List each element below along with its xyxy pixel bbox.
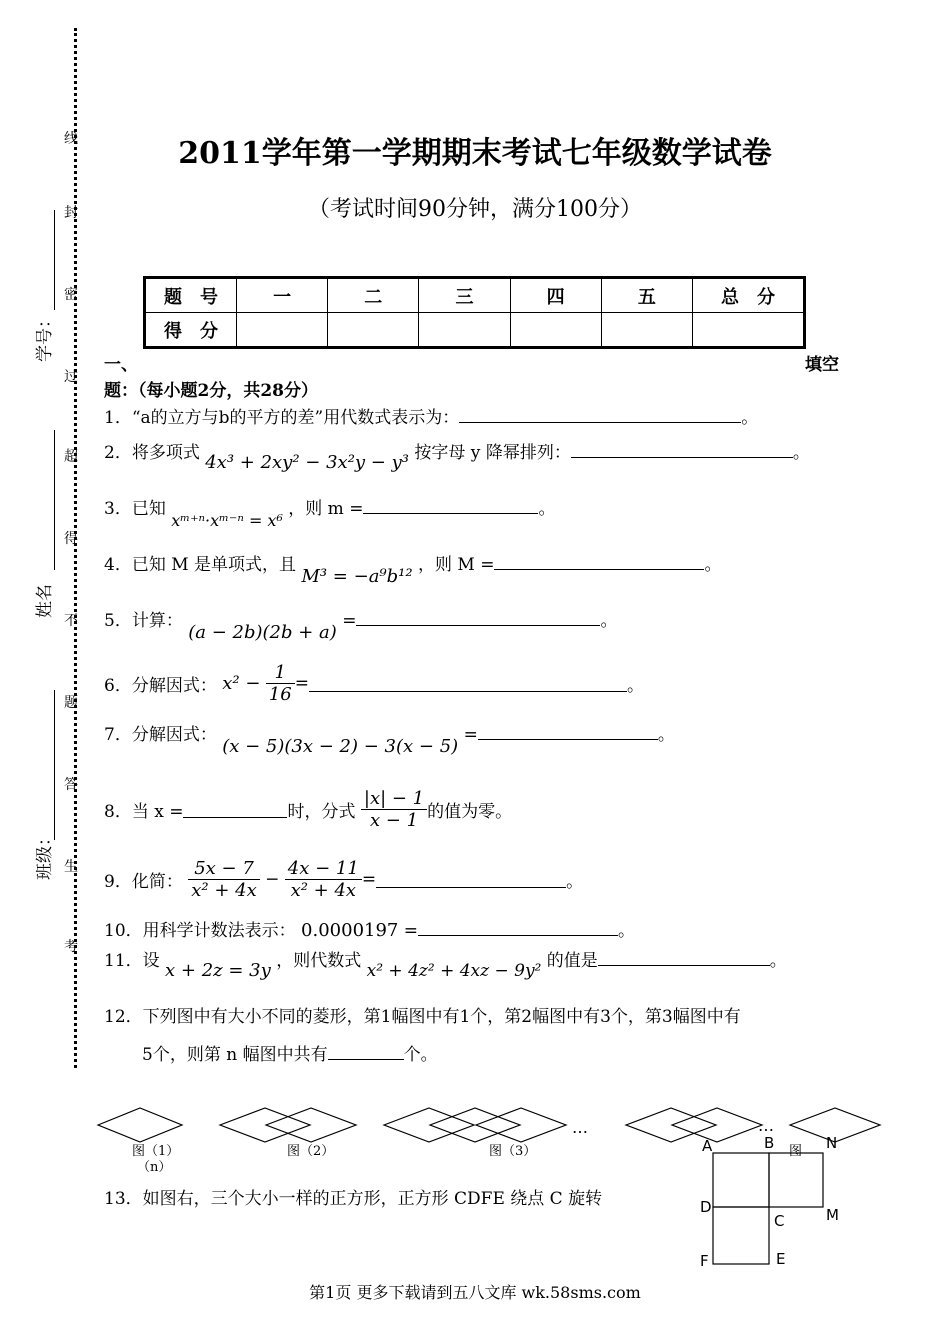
page-title: 2011学年第一学期期末考试七年级数学试卷 <box>178 136 772 171</box>
q11-condition: x + 2z = 3y <box>165 960 271 981</box>
score-cell <box>510 313 601 348</box>
squares-figure <box>710 1150 830 1270</box>
score-table-col: 二 <box>328 278 419 313</box>
answer-blank[interactable] <box>363 497 538 514</box>
q2-expression: 4x³ + 2xy² − 3x²y − y³ <box>205 452 409 473</box>
margin-char: 答 <box>64 777 78 793</box>
q10-expression: 0.0000197 <box>301 920 399 941</box>
answer-blank[interactable] <box>183 801 287 818</box>
rhombus-fig1 <box>98 1108 182 1142</box>
point-label: E <box>776 1250 786 1268</box>
answer-blank[interactable] <box>376 871 566 888</box>
q7-expression: (x − 5)(3x − 2) − 3(x − 5) <box>222 736 459 757</box>
class-line <box>54 690 55 840</box>
score-cell <box>693 313 805 348</box>
point-label: B <box>764 1134 775 1152</box>
ellipsis: … <box>758 1116 774 1135</box>
answer-blank[interactable] <box>356 609 600 626</box>
answer-blank[interactable] <box>494 553 704 570</box>
margin-char: 超 <box>64 449 78 465</box>
answer-blank[interactable] <box>328 1043 404 1060</box>
answer-blank[interactable] <box>459 406 741 423</box>
margin-char: 考 <box>64 939 78 955</box>
q6-fraction: $\frac{1}{16}$ <box>266 662 295 705</box>
name-line <box>54 430 55 570</box>
square-top-right <box>769 1153 823 1207</box>
question-7: 7．分解因式： (x − 5)(3x − 2) − 3(x − 5) = 。 <box>104 725 675 757</box>
score-table-col: 五 <box>601 278 692 313</box>
answer-blank[interactable] <box>478 723 658 740</box>
point-label: M <box>826 1206 839 1224</box>
point-label: A <box>702 1137 713 1155</box>
section-title: 题：（每小题2分，共28分） <box>104 381 318 401</box>
score-table <box>143 276 806 349</box>
score-cell <box>601 313 692 348</box>
point-label: D <box>700 1198 712 1216</box>
q6-expression: x² − <box>222 673 261 694</box>
class-label: 班级： <box>35 829 55 880</box>
question-8: 8．当 x = 时，分式 $\frac{|x| - 1}{x - 1}$ 的值为零。 <box>104 788 513 831</box>
q4-expression: M³ = −a⁹b¹² <box>301 566 413 587</box>
margin-char: 线 <box>64 131 78 147</box>
score-table-col: 一 <box>237 278 328 313</box>
q11-expression: x² + 4z² + 4xz − 9y² <box>366 961 542 981</box>
score-cell <box>328 313 419 348</box>
margin-char: 生 <box>64 859 78 875</box>
figure-label: （n） <box>137 1160 172 1175</box>
score-table-score-label: 得 分 <box>145 313 237 348</box>
score-cell <box>419 313 510 348</box>
q5-expression: (a − 2b)(2b + a) <box>188 622 337 643</box>
q9-fraction-1: $\frac{5x - 7}{\text{x² + 4x}}$ <box>188 858 260 901</box>
square-bottom <box>713 1207 769 1264</box>
answer-blank[interactable] <box>571 441 793 458</box>
answer-blank[interactable] <box>418 919 618 936</box>
score-table-col: 三 <box>419 278 510 313</box>
page-subtitle: （考试时间90分钟，满分100分） <box>308 197 642 222</box>
figure-label: 图（2） <box>287 1144 335 1159</box>
question-2: 2．将多项式 4x³ + 2xy² − 3x²y − y³ 按字母 y 降幂排列： 。 <box>104 443 810 473</box>
question-9: 9．化简： $\frac{5x - 7}{\text{x² + 4x}}$ − $\frac{4x - 11}{\text{x² + 4x}}$ = 。 <box>104 858 584 901</box>
figure-label: 图 <box>789 1144 803 1159</box>
margin-char: 密 <box>64 287 78 303</box>
margin-char: 封 <box>64 205 78 221</box>
answer-blank[interactable] <box>598 949 770 966</box>
score-table-col: 四 <box>510 278 601 313</box>
q9-fraction-2: $\frac{4x - 11}{\text{x² + 4x}}$ <box>285 858 362 901</box>
binding-dotted-line <box>74 28 77 1068</box>
score-table-header-row <box>145 278 805 313</box>
score-table-score-row <box>145 313 805 348</box>
section-title-right: 填空 <box>805 355 839 375</box>
figure-label: 图（1） <box>132 1144 180 1159</box>
margin-char: 过 <box>64 369 78 385</box>
question-5: 5．计算： (a − 2b)(2b + a) = 。 <box>104 611 618 643</box>
score-cell <box>237 313 328 348</box>
ellipsis: … <box>572 1118 588 1137</box>
question-10: 10．用科学计数法表示： 0.0000197 = 。 <box>104 920 636 941</box>
name-label: 姓名 <box>35 584 55 618</box>
score-table-col: 总 分 <box>693 278 805 313</box>
question-1: 1．“a的立方与b的平方的差”用代数式表示为： 。 <box>104 408 759 428</box>
page-footer: 第1页 更多下载请到五八文库 wk.58sms.com <box>309 1283 641 1302</box>
q8-fraction: $\frac{|x| - 1}{x - 1}$ <box>361 788 427 831</box>
square-top-left <box>713 1153 769 1207</box>
question-6: 6．分解因式： x² − $\frac{1}{16}$ = 。 <box>104 662 644 705</box>
point-label: C <box>774 1212 785 1230</box>
question-4: 4．已知 M 是单项式，且 M³ = −a⁹b¹² ，则 M = 。 <box>104 555 722 587</box>
question-12-line-2: 5个，则第 n 幅图中共有 个。 <box>142 1045 438 1065</box>
margin-char: 得 <box>64 531 78 547</box>
question-13: 13．如图右，三个大小一样的正方形，正方形 CDFE 绕点 C 旋转 <box>104 1189 603 1209</box>
figure-label: 图（3） <box>489 1144 537 1159</box>
q3-expression: xᵐ⁺ⁿ·xᵐ⁻ⁿ = x⁶ <box>171 511 283 530</box>
section-index: 一、 <box>104 355 138 375</box>
point-label: F <box>700 1252 709 1270</box>
margin-char: 题 <box>64 695 78 711</box>
question-11: 11．设 x + 2z = 3y ，则代数式 x² + 4z² + 4xz − 9y² 的值是 。 <box>104 951 787 981</box>
answer-blank[interactable] <box>309 675 627 692</box>
student-id-label: 学号： <box>35 311 55 362</box>
score-table-header-label: 题 号 <box>145 278 237 313</box>
margin-char: 不 <box>64 613 78 629</box>
point-label: N <box>826 1134 838 1152</box>
student-id-line <box>54 210 55 310</box>
question-3: 3．已知 xᵐ⁺ⁿ·xᵐ⁻ⁿ = x⁶ ，则 m = 。 <box>104 499 556 530</box>
question-12-line-1: 12．下列图中有大小不同的菱形，第1幅图中有1个，第2幅图中有3个，第3幅图中有 <box>104 1007 741 1027</box>
